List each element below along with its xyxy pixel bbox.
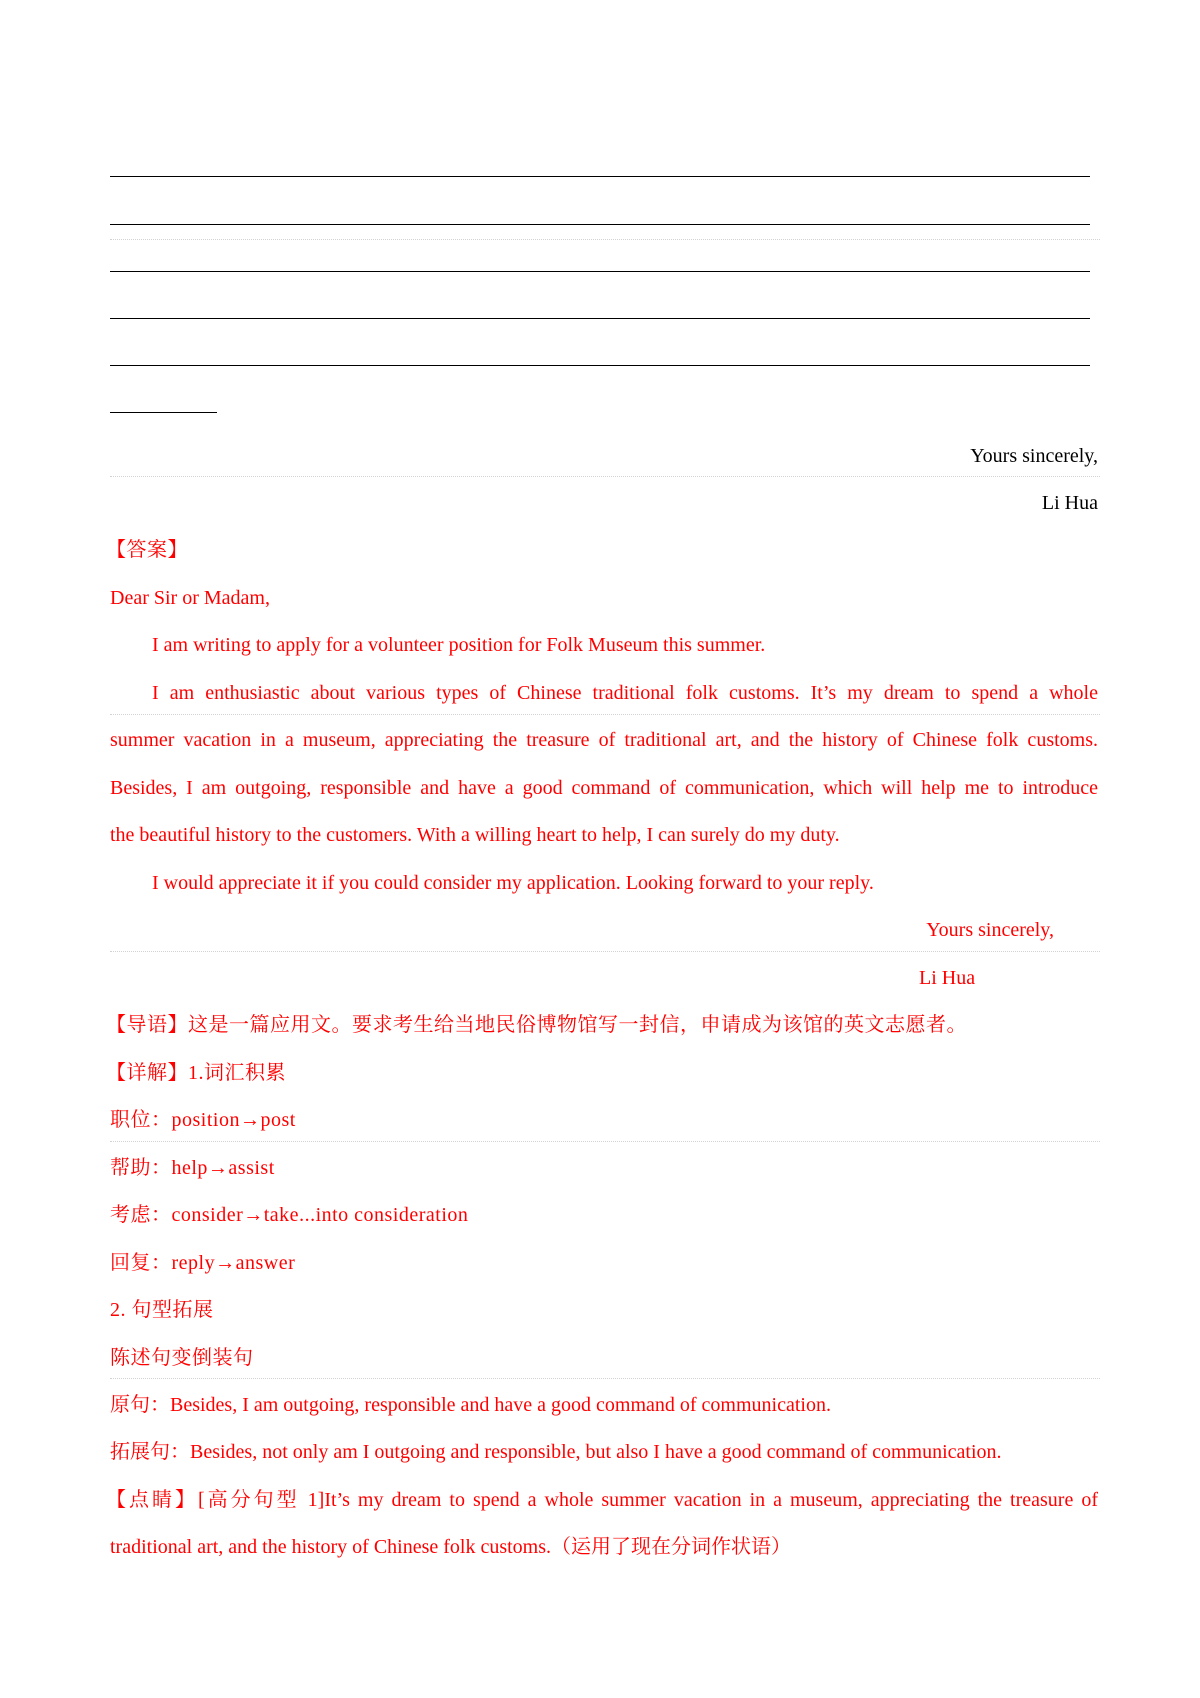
sentence-type: 陈述句变倒装句 — [110, 1347, 254, 1369]
letter-salutation: Dear Sir or Madam, — [110, 587, 270, 609]
expanded-sentence: 拓展句：Besides, not only am I outgoing and responsible, but also I have a good command of communication. — [110, 1441, 1002, 1463]
letter-paragraph-2-line: I am enthusiastic about various types of Chinese traditional folk customs. It’s my dream to spend a whole — [152, 682, 1098, 704]
vocab-item: 考虑：consider→take...into consideration — [110, 1204, 469, 1226]
blank-writing-line — [110, 318, 1090, 319]
blank-writing-line-short — [110, 412, 217, 413]
dotted-separator — [110, 1378, 1100, 1379]
closing-sign-off: Yours sincerely, — [970, 445, 1098, 467]
letter-paragraph-3: I would appreciate it if you could consider my application. Looking forward to your reply. — [152, 872, 874, 894]
blank-writing-line — [110, 271, 1090, 272]
vocab-item: 回复：reply→answer — [110, 1252, 296, 1274]
blank-writing-line — [110, 365, 1090, 366]
dotted-separator — [110, 476, 1100, 477]
dotted-separator — [110, 239, 1100, 240]
letter-name: Li Hua — [919, 967, 976, 989]
dotted-separator — [110, 1141, 1100, 1142]
vocab-item: 职位：position→post — [110, 1109, 296, 1131]
dotted-separator — [110, 951, 1100, 952]
highlight-line: traditional art, and the history of Chinese folk customs.（运用了现在分词作状语） — [110, 1536, 792, 1558]
guide-text: 【导语】这是一篇应用文。要求考生给当地民俗博物馆写一封信，申请成为该馆的英文志愿者。 — [106, 1014, 967, 1036]
answer-header: 【答案】 — [106, 539, 188, 561]
closing-name: Li Hua — [1041, 492, 1098, 514]
blank-writing-line — [110, 224, 1090, 225]
highlight-line: 【点睛】[高分句型 1]It’s my dream to spend a whole summer vacation in a museum, appreciating the treasure of — [106, 1489, 1098, 1511]
letter-paragraph-2-line: Besides, I am outgoing, responsible and have a good command of communication, which will help me to introduce — [110, 777, 1098, 799]
vocab-item: 帮助：help→assist — [110, 1157, 275, 1179]
sentence-header: 2. 句型拓展 — [110, 1299, 214, 1321]
blank-writing-line — [110, 176, 1090, 177]
letter-paragraph-2-line: the beautiful history to the customers. With a willing heart to help, I can surely do my duty. — [110, 824, 840, 846]
letter-sign-off: Yours sincerely, — [926, 919, 1054, 941]
detail-header: 【详解】1.词汇积累 — [106, 1062, 286, 1084]
letter-paragraph-2-line: summer vacation in a museum, appreciating the treasure of traditional art, and the history of Chinese folk customs. — [110, 729, 1098, 751]
letter-paragraph-1: I am writing to apply for a volunteer position for Folk Museum this summer. — [152, 634, 766, 656]
original-sentence: 原句：Besides, I am outgoing, responsible and have a good command of communication. — [110, 1394, 831, 1416]
dotted-separator — [110, 714, 1100, 715]
